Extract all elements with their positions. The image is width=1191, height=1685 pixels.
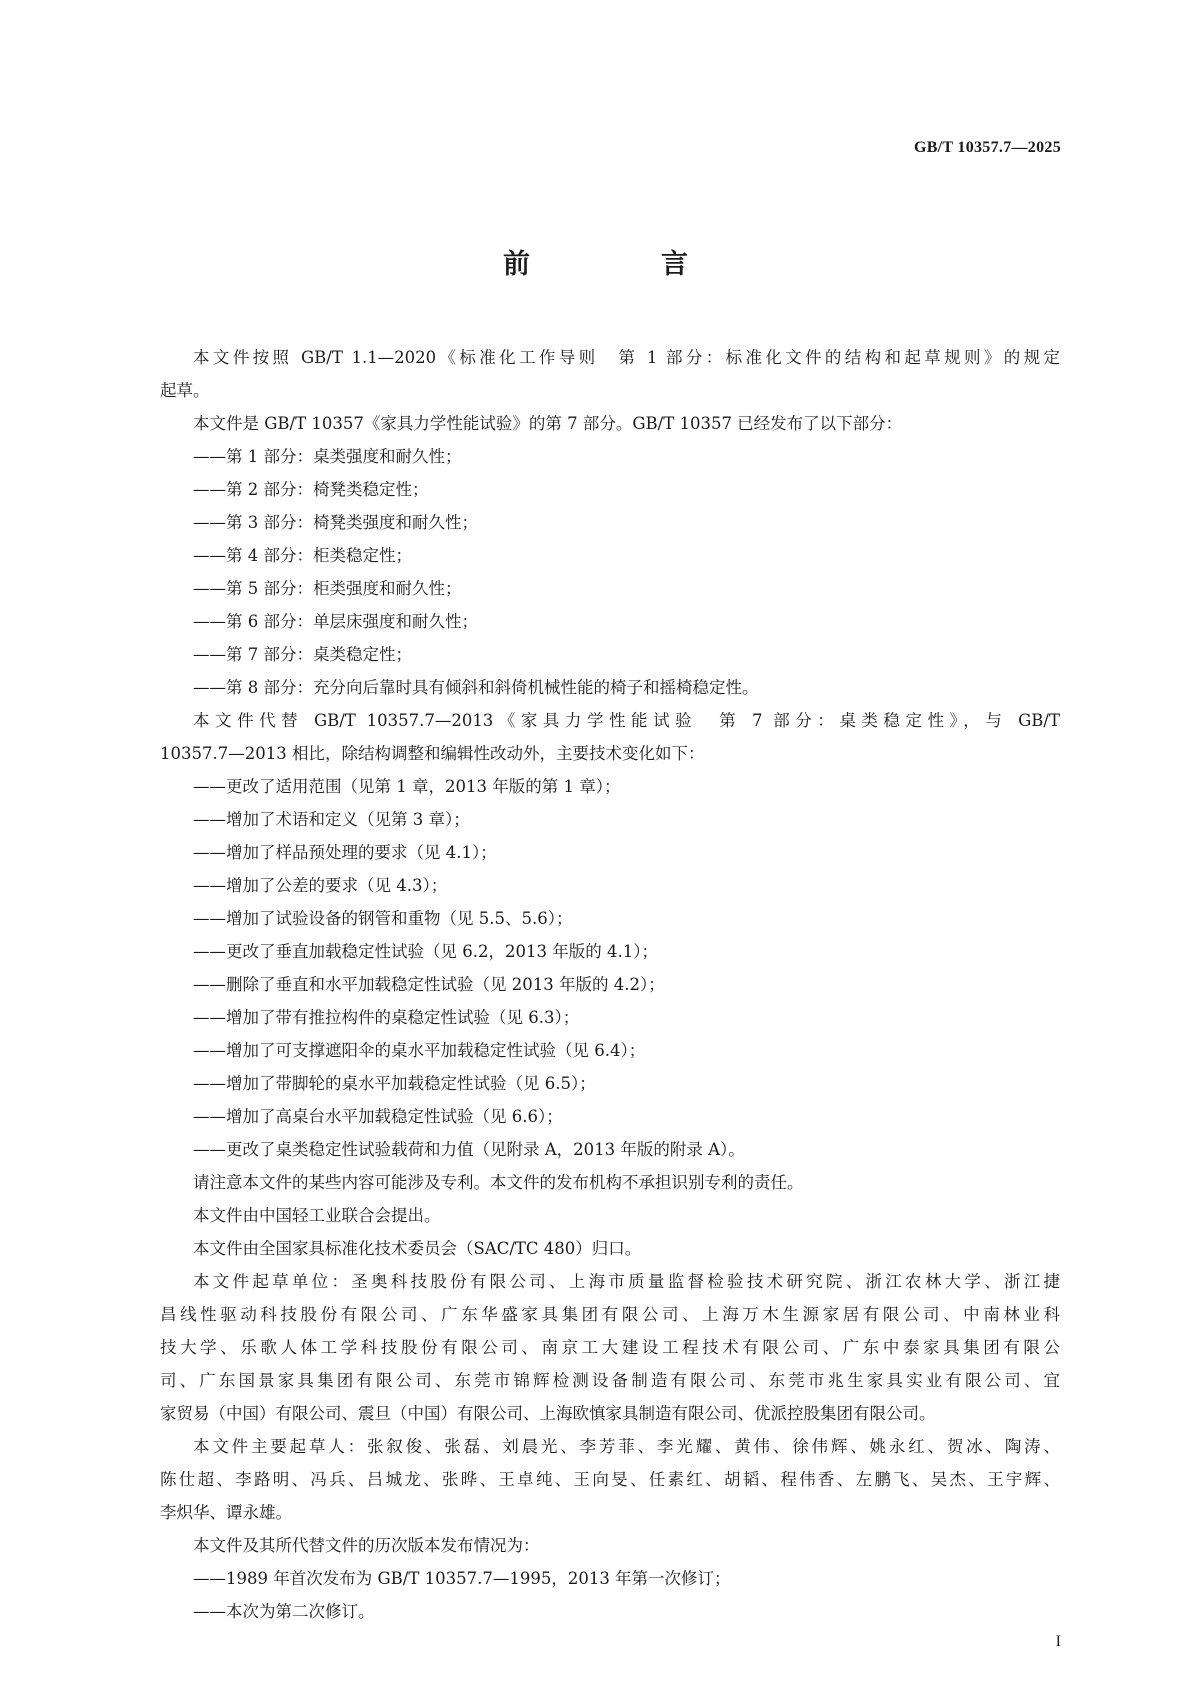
text-line: ——增加了术语和定义（见第 3 章）； [193, 810, 470, 829]
page-title: 前 言 [503, 249, 740, 280]
text-line: ——第 2 部分：椅凳类稳定性； [193, 480, 429, 499]
text-line: 本文件由全国家具标准化技术委员会（SAC/TC 480）归口。 [193, 1239, 642, 1258]
text-line: ——更改了适用范围（见第 1 章，2013 年版的第 1 章）； [193, 777, 621, 796]
text-line: 请注意本文件的某些内容可能涉及专利。本文件的发布机构不承担识别专利的责任。 [193, 1173, 804, 1192]
text-line: 起草。 [160, 381, 210, 400]
text-line: ——本次为第二次修订。 [193, 1602, 375, 1621]
text-line: ——增加了高桌台水平加载稳定性试验（见 6.6）； [193, 1107, 563, 1126]
page-number: I [1055, 1633, 1061, 1650]
text-line: ——1989 年首次发布为 GB/T 10357.7—1995，2013 年第一次修订； [193, 1569, 731, 1588]
text-line: ——增加了样品预处理的要求（见 4.1）； [193, 843, 497, 862]
text-line: 本文件代替 GB/T 10357.7—2013《家具力学性能试验 第 7 部分：桌类稳定性》，与 GB/T [193, 711, 1060, 730]
text-line: ——第 5 部分：柜类强度和耐久性； [193, 579, 462, 598]
preface-body [160, 341, 1060, 1628]
text-line: ——增加了试验设备的钢管和重物（见 5.5、5.6）； [193, 909, 573, 928]
document-code: GB/T 10357.7—2025 [913, 139, 1061, 156]
text-line: 昌线性驱动科技股份有限公司、广东华盛家具集团有限公司、上海万木生源家居有限公司、中南林业科 [160, 1305, 1060, 1324]
text-line: ——更改了桌类稳定性试验载荷和力值（见附录 A，2013 年版的附录 A）。 [193, 1140, 745, 1159]
text-line: 本文件是 GB/T 10357《家具力学性能试验》的第 7 部分。GB/T 10357 已经发布了以下部分： [193, 414, 903, 433]
text-line: ——删除了垂直和水平加载稳定性试验（见 2013 年版的 4.2）； [193, 975, 665, 994]
text-line: ——更改了垂直加载稳定性试验（见 6.2，2013 年版的 4.1）； [193, 942, 658, 961]
text-line: 本文件主要起草人：张叙俊、张磊、刘晨光、李芳菲、李光耀、黄伟、徐伟辉、姚永红、贺冰、陶涛、 [193, 1437, 1060, 1456]
text-line: 陈仕超、李路明、冯兵、吕城龙、张晔、王卓纯、王向旻、任素红、胡韬、程伟香、左鹏飞、吴杰、王宇辉、 [160, 1470, 1060, 1489]
text-line: ——第 6 部分：单层床强度和耐久性； [193, 612, 478, 631]
text-line: 本文件及其所代替文件的历次版本发布情况为： [193, 1536, 540, 1555]
text-line: ——增加了公差的要求（见 4.3）； [193, 876, 448, 895]
text-line: ——第 8 部分：充分向后靠时具有倾斜和斜倚机械性能的椅子和摇椅稳定性。 [193, 678, 759, 697]
text-line: 技大学、乐歌人体工学科技股份有限公司、南京工大建设工程技术有限公司、广东中泰家具集团有限公 [160, 1338, 1060, 1357]
text-line: 本文件起草单位：圣奥科技股份有限公司、上海市质量监督检验技术研究院、浙江农林大学、浙江捷 [193, 1272, 1060, 1291]
text-line: 本文件按照 GB/T 1.1—2020《标准化工作导则 第 1 部分：标准化文件的结构和起草规则》的规定 [193, 348, 1060, 367]
text-line: 李炽华、谭永雄。 [160, 1503, 292, 1522]
text-line: 家贸易（中国）有限公司、震旦（中国）有限公司、上海欧慎家具制造有限公司、优派控股集团有限公司。 [160, 1404, 936, 1423]
text-line: ——增加了可支撑遮阳伞的桌水平加载稳定性试验（见 6.4）； [193, 1041, 646, 1060]
text-line: 本文件由中国轻工业联合会提出。 [193, 1206, 441, 1225]
text-line: ——增加了带脚轮的桌水平加载稳定性试验（见 6.5）； [193, 1074, 596, 1093]
text-line: 司、广东国景家具集团有限公司、东莞市锦辉检测设备制造有限公司、东莞市兆生家具实业有限公司、宜 [160, 1371, 1060, 1390]
text-line: 10357.7—2013 相比，除结构调整和编辑性改动外，主要技术变化如下： [160, 744, 705, 763]
text-line: ——第 7 部分：桌类稳定性； [193, 645, 412, 664]
text-line: ——第 1 部分：桌类强度和耐久性； [193, 447, 462, 466]
text-line: ——第 4 部分：柜类稳定性； [193, 546, 412, 565]
text-line: ——增加了带有推拉构件的桌稳定性试验（见 6.3）； [193, 1008, 580, 1027]
text-line: ——第 3 部分：椅凳类强度和耐久性； [193, 513, 478, 532]
